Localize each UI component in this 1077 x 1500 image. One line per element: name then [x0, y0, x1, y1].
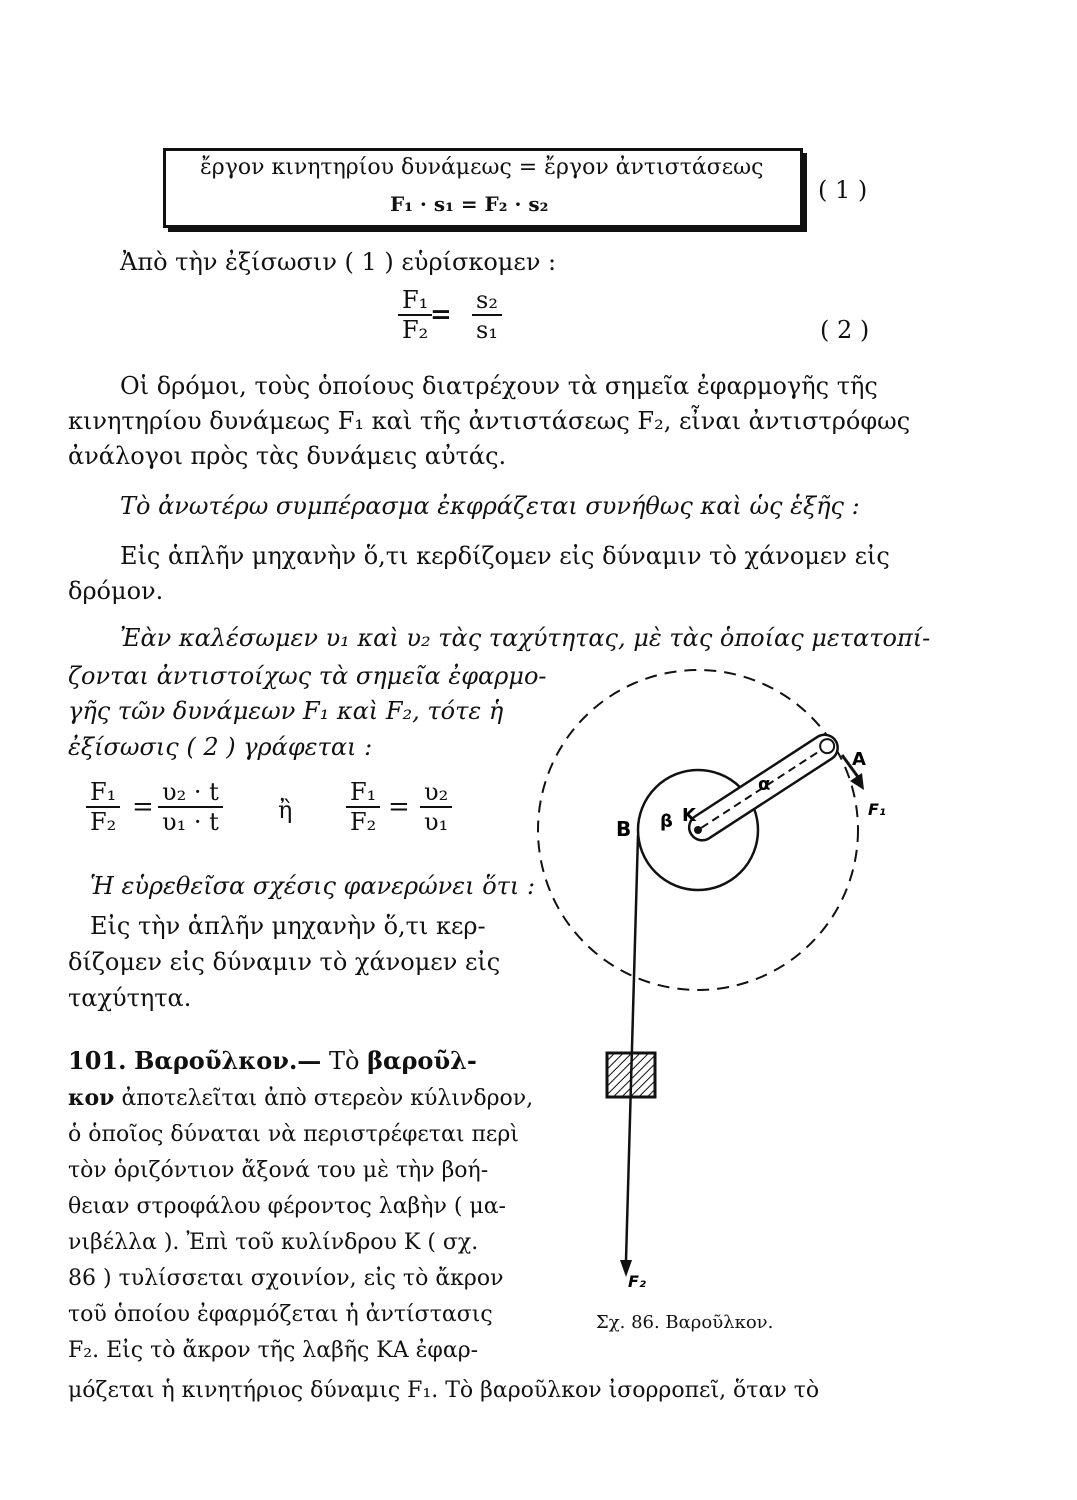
fraction-numerator: υ₂: [424, 778, 449, 806]
fraction-numerator: F₁: [402, 286, 429, 314]
fraction-v2-v1: [420, 778, 452, 836]
section-line-4: θειαν στροφάλου φέροντος λαβὴν ( μα-: [68, 1194, 506, 1219]
section-line-8: F₂. Εἰς τὸ ἄκρον τῆς λαβῆς ΚΑ ἐφαρ-: [68, 1338, 479, 1363]
paragraph-3-line-1: Εἰς ἁπλῆν μηχανὴν ὅ,τι κερδίζομεν εἰς δύναμιν τὸ χάνομεν εἰς: [120, 542, 890, 570]
equation-number-2: ( 2 ): [820, 316, 870, 344]
box-line-1: ἔργον κινητηρίου δυνάμεως = ἔργον ἀντιστάσεως: [200, 155, 764, 180]
fraction-F1-F2-c: [346, 778, 380, 836]
paragraph-5: Ἡ εὑρεθεῖσα σχέσις φανερώνει ὅτι :: [90, 872, 536, 900]
section-line-2: ὁ ὁποῖος δύναται νὰ περιστρέφεται περὶ: [68, 1122, 519, 1147]
box-line-2: F₁ · s₁ = F₂ · s₂: [390, 192, 549, 216]
section-title: Βαροῦλκον.—: [134, 1046, 322, 1075]
fraction-v2t-v1t: [158, 778, 223, 836]
rope-line: [626, 835, 638, 1260]
paragraph-1-line-3: ἀνάλογοι πρὸς τὰς δυνάμεις αὐτάς.: [68, 442, 507, 470]
section-number: 101.: [68, 1046, 127, 1075]
label-F2: F₂: [628, 1272, 646, 1291]
label-A: A: [852, 749, 866, 770]
fraction-denominator: s₁: [476, 316, 498, 344]
section-line-1-text: ἀποτελεῖται ἀπὸ στερεὸν κύλινδρον,: [121, 1086, 534, 1111]
fraction-F1-F2: [398, 286, 432, 344]
label-F1: F₁: [868, 800, 886, 819]
section-line-1: [68, 1085, 533, 1111]
fraction-s2-s1: [472, 286, 502, 344]
paragraph-4-line-4: ἐξίσωσις ( 2 ) γράφεται :: [68, 733, 373, 761]
box-shadow-vertical: [803, 153, 807, 232]
axis-point-K: [694, 826, 702, 834]
fraction-denominator: F₂: [350, 808, 377, 836]
load-block: [607, 1053, 655, 1097]
paragraph-4-line-3: γῆς τῶν δυνάμεων F₁ καὶ F₂, τότε ἡ: [68, 697, 504, 725]
fraction-denominator: υ₁ · t: [162, 808, 219, 836]
paragraph-6-line-3: ταχύτητα.: [68, 984, 192, 1012]
section-line-9: μόζεται ἡ κινητήριος δύναμις F₁. Τὸ βαροῦλκον ἰσορροπεῖ, ὅταν τὸ: [68, 1378, 820, 1403]
or-word: ἢ: [278, 796, 293, 824]
fraction-numerator: F₁: [350, 778, 377, 806]
figure-caption: Σχ. 86. Βαροῦλκον.: [596, 1312, 774, 1333]
label-beta: β: [660, 811, 673, 832]
fraction-F1-F2-a: [86, 778, 120, 836]
paragraph-1-line-2: κινητηρίου δυνάμεως F₁ καὶ τῆς ἀντιστάσεως F₂, εἶναι ἀντιστρόφως: [68, 407, 911, 435]
label-K: K: [682, 805, 696, 826]
box-shadow: [168, 228, 807, 232]
fraction-numerator: υ₂ · t: [162, 778, 219, 806]
equals-sign-a: =: [132, 792, 154, 822]
paragraph-1-line-1: Οἱ δρόμοι, τοὺς ὁποίους διατρέχουν τὰ σημεῖα ἐφαρμογῆς τῆς: [120, 372, 878, 400]
fraction-denominator: υ₁: [424, 808, 449, 836]
windlass-diagram: [520, 655, 900, 1295]
section-line-3: τὸν ὁριζόντιον ἄξονά του μὲ τὴν βοή-: [68, 1158, 489, 1183]
label-a: α: [758, 774, 771, 795]
equals-sign-c: =: [388, 792, 410, 822]
section-line-6: 86 ) τυλίσσεται σχοινίον, εἰς τὸ ἄκρον: [68, 1266, 504, 1291]
fraction-numerator: F₁: [90, 778, 117, 806]
paragraph-2: Τὸ ἀνωτέρω συμπέρασμα ἐκφράζεται συνήθως καὶ ὡς ἑξῆς :: [120, 492, 860, 520]
paragraph-6-line-2: δίζομεν εἰς δύναμιν τὸ χάνομεν εἰς: [68, 948, 501, 976]
paragraph-3-line-2: δρόμον.: [68, 577, 164, 605]
fraction-numerator: s₂: [476, 286, 498, 314]
section-line-5: νιβέλλα ). Ἐπὶ τοῦ κυλίνδρου Κ ( σχ.: [68, 1230, 479, 1255]
section-heading-rest: Τὸ: [328, 1047, 360, 1075]
paragraph-4-line-2: ζονται ἀντιστοίχως τὰ σημεῖα ἐφαρμο-: [68, 662, 547, 690]
section-term-end: κον: [68, 1085, 115, 1111]
paragraph-4-line-1: Ἐὰν καλέσωμεν υ₁ καὶ υ₂ τὰς ταχύτητας, μὲ τὰς ὁποίας μετατοπί-: [120, 624, 931, 652]
fraction-denominator: F₂: [90, 808, 117, 836]
fraction-denominator: F₂: [402, 316, 429, 344]
equation-number-1: ( 1 ): [818, 176, 868, 204]
section-line-7: τοῦ ὁποίου ἐφαρμόζεται ἡ ἀντίστασις: [68, 1302, 493, 1327]
section-heading: [68, 1046, 477, 1075]
paragraph-6-line-1: Εἰς τὴν ἁπλῆν μηχανὴν ὅ,τι κερ-: [90, 912, 486, 940]
label-B: B: [616, 817, 632, 841]
section-term: βαροῦλ-: [367, 1046, 477, 1075]
intro-line: Ἀπὸ τὴν ἐξίσωσιν ( 1 ) εὑρίσκομεν :: [120, 248, 557, 276]
equals-sign: =: [430, 300, 452, 330]
